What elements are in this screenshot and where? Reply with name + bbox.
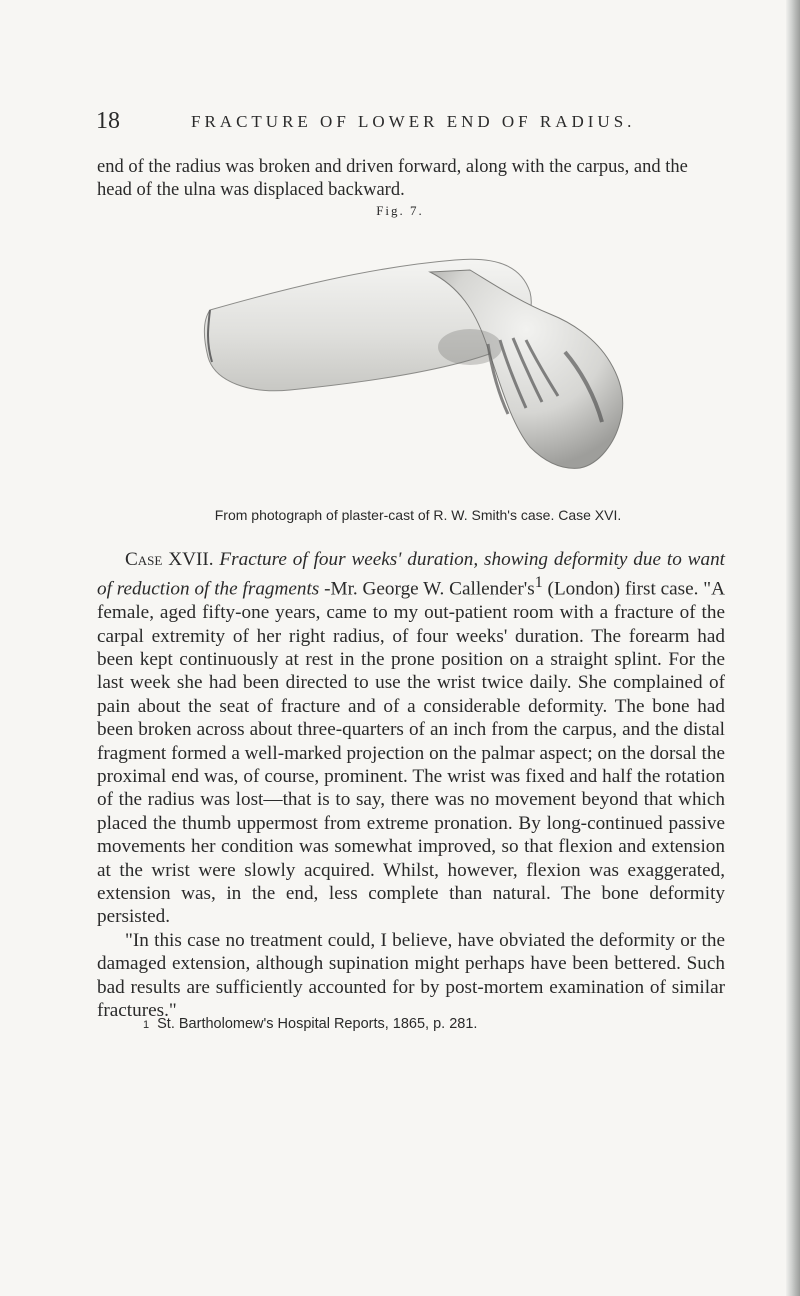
case-author: -Mr. George W. Callender's — [319, 578, 535, 600]
running-title: FRACTURE OF LOWER END OF RADIUS. — [191, 112, 636, 131]
wrist-shadow — [438, 329, 502, 365]
footnote-reference: 1 — [534, 574, 543, 592]
page-edge-shadow — [786, 0, 800, 1296]
page-header — [96, 108, 736, 138]
footnote-mark: 1 — [143, 1019, 150, 1031]
footnote-text: St. Bartholomew's Hospital Reports, 1865, p. 281. — [157, 1016, 478, 1032]
figure-caption: From photograph of plaster-cast of R. W. Smith's case. Case XVI. — [214, 507, 622, 523]
case-body: (London) first case. "A female, aged fifty-one years, came to my out-patient room with a fracture of the carpal extremity of her right radius, of four weeks' duration. The forearm had been kept continuously at rest in the prone position on a straight splint. For the last week she had been directed to use the wrist twice daily. She complained of pain about the seat of fracture and of a considerable deformity. The bone had been broken across about three-quarters of an inch from the carpus, and the distal fragment formed a well-marked projection on the palmar aspect; on the dorsal the proximal end was, of course, prominent. The wrist was fixed and half the rotation of the radius was lost—that is to say, there was no movement beyond that which placed the thumb uppermost from extreme pronation. By long-continued passive movements her condition was somewhat improved, so that flexion and extension at the wrist were slowly acquired. Whilst, however, flexion was exaggerated, extension was, in the end, less complete than natural. The bone deformity persisted. — [97, 578, 725, 928]
plaster-cast-figure — [170, 232, 670, 494]
page-number: 18 — [96, 108, 120, 134]
case-paragraph — [97, 548, 725, 1023]
case-title: Case XVII. — [125, 549, 214, 570]
footnote — [143, 1016, 743, 1032]
figure-label: Fig. 7. — [376, 203, 424, 218]
case-quote: "In this case no treatment could, I believe, have obviated the deformity or the damaged extension, although supination might perhaps have been bettered. Such bad results are sufficiently accounted for by post-mortem examination of similar fractures." — [97, 929, 725, 1022]
case-subtitle: Fracture of four weeks' duration, showing deformity due to want of reduction of the fragments — [97, 549, 726, 600]
intro-paragraph: end of the radius was broken and driven forward, along with the carpus, and the head of the ulna was displaced backward. — [97, 157, 688, 200]
